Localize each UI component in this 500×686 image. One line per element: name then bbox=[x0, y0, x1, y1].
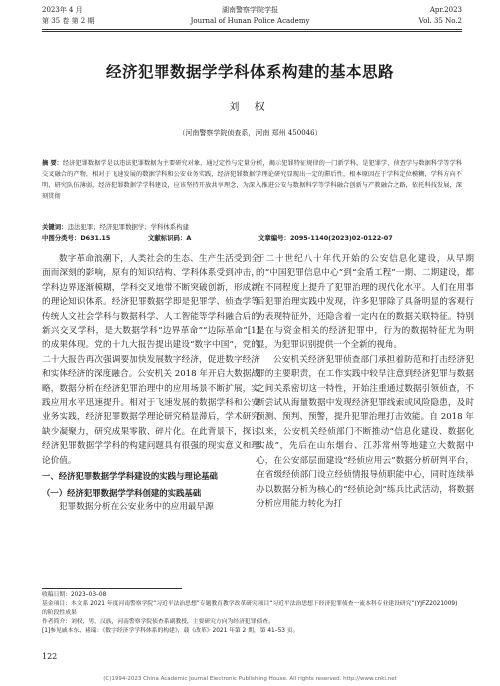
keywords bbox=[42, 222, 189, 232]
header-rule-2 bbox=[42, 31, 462, 32]
clc-number: 中图分类号：D631.15 bbox=[42, 234, 111, 242]
article-title: 经济犯罪数据学学科体系构建的基本思路 bbox=[105, 63, 394, 81]
abstract-text: 经济犯罪数据学是以违法犯罪数据为主要研究对象，通过定性与定量分析，揭示犯罪特征规律的一门新学科，是犯罪学、侦查学与数据科学等学科交叉融合的产物，相对于飞速发展的数据学科和公安业务实践，经济犯罪数据学理论研究显现出一定的滞后性，根本原因在于学科定位模糊，学科方向不明，研究队伍薄弱，经济犯罪数据学学科建设，应该坚持开放共享理念，为深入推进公安与数据科学等学科融合创新与产教融合之路，依托科技发展，深刻贯彻 bbox=[42, 160, 463, 200]
header-journal-cn: 湖南警察学院学报 bbox=[222, 6, 278, 14]
left-paragraph-2: 犯罪数据分析在公安业务中的应用最早源 bbox=[59, 501, 214, 512]
article-author: 刘 权 bbox=[229, 102, 271, 113]
header-volume: 第 35 卷 第 2 期 bbox=[42, 17, 95, 25]
footnote-rule bbox=[42, 588, 182, 589]
header-volume-en: Vol. 35 No.2 bbox=[418, 17, 462, 25]
section-heading-1: 一、经济犯罪数据学学科建设的实践与理论基础 bbox=[42, 471, 218, 482]
left-column bbox=[42, 252, 260, 586]
left-paragraph-1: 数字革命浪潮下，人类社会的生态、生产生活受到全面而深刻的影响，原有的知识结构、学科体系受到冲击，学科边界逐渐模糊，学科交叉地带不断突破创新，形成新的理论知识体系。经济犯罪数据学即是犯罪学、侦查学等传统人文社会学科与数据科学、人工智能等学科融合后的新兴交叉学科，是大数据学科“边界革命”“边际革命”[1]的成果体现。党的十九大报告提出建设“数字中国”，党的二十大报告再次强调要加快发展数字经济，促进数字经济和实体经济的深度融合。公安机关 2018 年开启大数据战略，数据分析在经济犯罪治理中的应用场景不断扩展，实践应用水平迅速提升。相对于飞速发展的数据学科和公安业务实践，经济犯罪数据学理论研究稍显滞后，学术研究缺少凝聚力，研究成果零散、碎片化。在此背景下，探讨经济犯罪数据学学科的构建问题具有很强的现实意义和理论价值。 bbox=[42, 254, 260, 466]
right-paragraph-2: 公安机关经济犯罪侦查部门承担着防范和打击经济犯罪的主要职责，在工作实践中较早注意到经济犯罪与数据之间关系密切这一特性，开始注重通过数据引领侦查，不断尝试从海量数据中发现经济犯罪线索或风险隐患，及时预测、预判、预警，提升犯罪治理打击效能。自 2018 年以来，公安机关经侦部门不断推动“信息化建设、数据化实战”，先后在山东烟台、江苏常州等地建立大数据中心，在公安部层面建设“经侦应用云”数据分析研判平台，在省级经侦部门设立经侦情报导侦职能中心，同时连续举办以数据分析为核心的“经侦论剑”练兵比武活动，将数据分析应用能力转化为打 bbox=[256, 354, 474, 509]
header-date-en: Apr.2023 bbox=[429, 6, 462, 14]
copyright-watermark: (C)1994-2023 China Academic Journal Electronic Publishing House. All rights reserved. http://www.cnki.net bbox=[103, 676, 397, 682]
subsection-heading-1: （一）经济犯罪数据学学科创建的实践基础 bbox=[42, 487, 202, 498]
footnote-fund: 基金项目：本文系 2021 年度河南警察学院“习近平法治思想”专题教育教学改革研究项目“习近平法治思想下经济犯罪侦查一流本科专业建设研究”(YJFZ2021009)的阶段性成果 bbox=[42, 601, 458, 616]
keywords-label: 关键词： bbox=[42, 223, 68, 231]
page-number: 122 bbox=[42, 652, 58, 661]
header-date: 2023年 4 月 bbox=[42, 6, 83, 14]
footnote-author-bio: 作者简介：刘权，男，汉族，河南警察学院侦查系副教授，主要研究方向为经济犯罪侦查。 bbox=[42, 619, 274, 625]
right-paragraph-1: 于二十世纪八十年代开始的公安信息化建设，从早期的“中国犯罪信息中心”到“金盾工程”一期、二期建设，都在不同程度上提升了犯罪治理的现代化水平。人们在用事后犯罪治理实践中发现，许多犯罪除了具备明显的客观行为表现特征外，还隐含着一定内在的数据关联特征。特别是在与资金相关的经济犯罪中，行为的数据特征尤为明显，为犯罪识别提供一个全新的视角。 bbox=[256, 254, 474, 351]
article-number: 文章编号：2095-1140(2023)02-0122-07 bbox=[258, 234, 393, 242]
abstract-label: 摘 要： bbox=[42, 160, 63, 167]
header-rule bbox=[42, 29, 462, 30]
abstract bbox=[42, 158, 462, 202]
header-journal-en: Journal of Hunan Police Academy bbox=[190, 17, 310, 25]
footnote-reference: [1]参见戚本东、褚瑞：《数字经济学学科体系的构建》，载《改革》2021 年第 2 期，第 41–53 页。 bbox=[42, 628, 299, 634]
keywords-text: 违法犯罪；经济犯罪数据学；学科体系构建 bbox=[67, 223, 189, 231]
document-code: 文献标识码：A bbox=[148, 234, 192, 242]
footnote-received: 收稿日期：2023–03–08 bbox=[42, 592, 107, 598]
right-column bbox=[256, 252, 474, 586]
article-affiliation: （河南警察学院侦查系，河南 郑州 450046） bbox=[178, 129, 322, 137]
